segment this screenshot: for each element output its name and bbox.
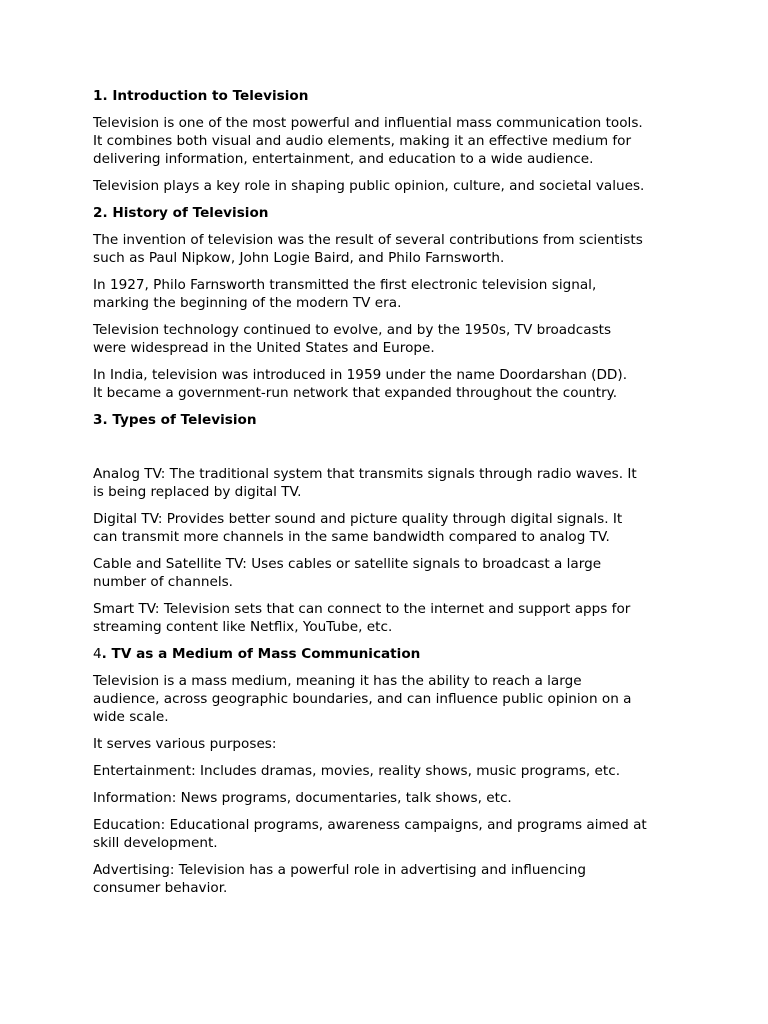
section-title: History of Television [112,205,269,221]
section-heading-types [93,411,680,429]
paragraph: The invention of television was the result of several contributions from scientists such as Paul Nipkow, John Logie Baird, and Philo Farnsworth. [93,232,643,266]
section-number: 4 [93,646,102,662]
paragraph: Education: Educational programs, awareness campaigns, and programs aimed at skill development. [93,817,647,851]
paragraph: Information: News programs, documentaries, talk shows, etc. [93,790,512,806]
section-number: 2. [93,205,108,221]
section-number: 1. [93,88,108,104]
paragraph: It serves various purposes: [93,736,277,752]
section-heading-history [93,204,680,222]
paragraph: Entertainment: Includes dramas, movies, reality shows, music programs, etc. [93,763,621,779]
paragraph: Digital TV: Provides better sound and picture quality through digital signals. It can transmit more channels in the same bandwidth compared to analog TV. [93,511,623,545]
section-number: 3. [93,412,108,428]
blank-line [93,438,680,465]
paragraph: In 1927, Philo Farnsworth transmitted the first electronic television signal, marking the beginning of the modern TV era. [93,277,597,311]
paragraph: Television plays a key role in shaping public opinion, culture, and societal values. [93,178,645,194]
section-title: Introduction to Television [112,88,309,104]
section-title: Types of Television [112,412,257,428]
paragraph: Cable and Satellite TV: Uses cables or satellite signals to broadcast a large number of channels. [93,556,602,590]
paragraph: Analog TV: The traditional system that transmits signals through radio waves. It is being replaced by digital TV. [93,466,637,500]
paragraph: Television is one of the most powerful and influential mass communication tools. It combines both visual and audio elements, making it an effective medium for delivering information, entertainment, and education to a wide audience. [93,115,643,167]
paragraph: Smart TV: Television sets that can connect to the internet and support apps for streaming content like Netflix, YouTube, etc. [93,601,631,635]
paragraph: Television is a mass medium, meaning it has the ability to reach a large audience, across geographic boundaries, and can influence public opinion on a wide scale. [93,673,632,725]
section-title: . TV as a Medium of Mass Communication [101,646,421,662]
paragraph: In India, television was introduced in 1959 under the name Doordarshan (DD). It became a government-run network that expanded throughout the country. [93,367,628,401]
paragraph: Advertising: Television has a powerful role in advertising and influencing consumer behavior. [93,862,586,896]
section-heading-introduction [93,87,680,105]
section-heading-mass-communication [93,645,680,663]
paragraph: Television technology continued to evolve, and by the 1950s, TV broadcasts were widespread in the United States and Europe. [93,322,612,356]
